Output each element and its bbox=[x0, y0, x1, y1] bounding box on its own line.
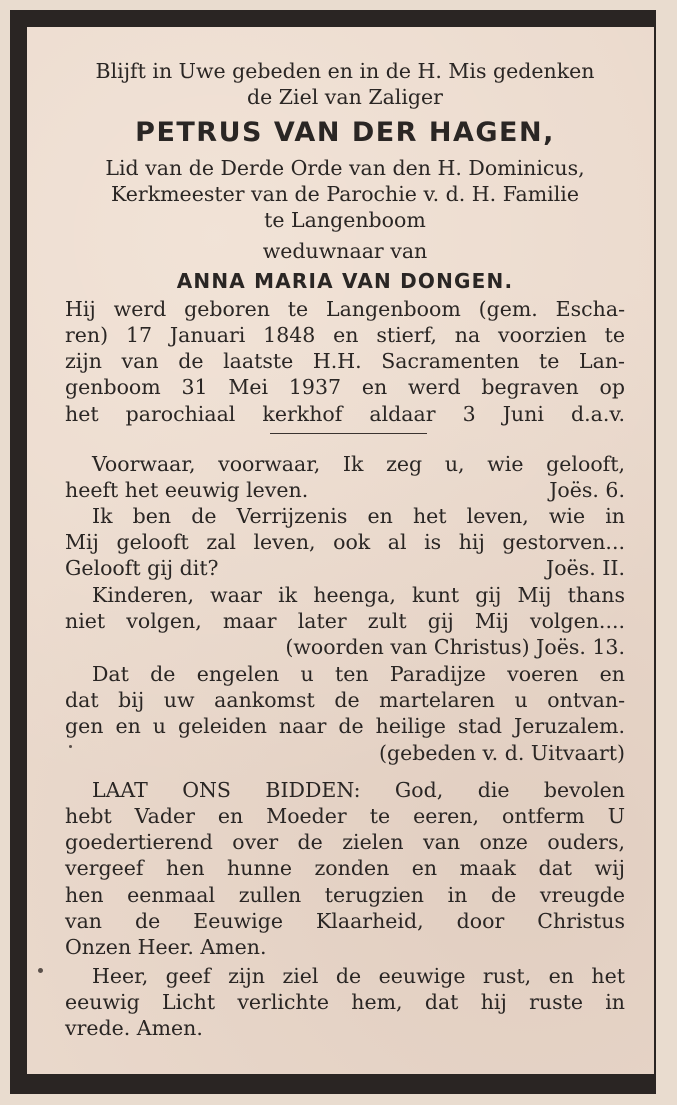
bio-line-5: het parochiaal kerkhof aldaar 3 Juni d.a.v. bbox=[65, 402, 625, 426]
paper-speck bbox=[38, 968, 43, 973]
role-line-2: Kerkmeester van de Parochie v. d. H. Familie bbox=[111, 182, 579, 206]
widower-label: weduwnaar van bbox=[262, 239, 428, 263]
quote1-line-2 bbox=[65, 477, 625, 503]
bio-line-4: genboom 31 Mei 1937 en werd begraven op bbox=[65, 375, 625, 399]
closing-line-3: vrede. Amen. bbox=[65, 1016, 203, 1040]
prayer-line-3: goedertierend over de zielen van onze ouders, bbox=[65, 830, 625, 854]
quote2-text: Gelooft gij dit? bbox=[65, 556, 219, 580]
quote1-line-1: Voorwaar, voorwaar, Ik zeg u, wie gelooft, bbox=[92, 452, 625, 476]
quote2-line-3 bbox=[65, 555, 625, 581]
quote4-line-2: dat bij uw aankomst de martelaren u ontvan- bbox=[65, 688, 625, 712]
quote4-reference: (gebeden v. d. Uitvaart) bbox=[379, 741, 625, 765]
prayer-line-4: vergeef hen hunne zonden en maak dat wij bbox=[65, 856, 625, 880]
bio-line-1: Hij werd geboren te Langenboom (gem. Escha- bbox=[65, 297, 625, 321]
closing-line-2: eeuwig Licht verlichte hem, dat hij ruste in bbox=[65, 990, 625, 1014]
prayer-line-1: LAAT ONS BIDDEN: God, die bevolen bbox=[92, 778, 625, 802]
role-line-3: te Langenboom bbox=[264, 208, 426, 232]
quote2-line-2: Mij gelooft zal leven, ook al is hij gestorven... bbox=[65, 530, 625, 554]
prayer-line-2: hebt Vader en Moeder te eeren, ontferm U bbox=[65, 804, 625, 828]
role-line-1: Lid van de Derde Orde van den H. Dominicus, bbox=[105, 156, 585, 180]
deceased-name: PETRUS VAN DER HAGEN, bbox=[135, 117, 555, 148]
quote2-reference: Joës. II. bbox=[546, 556, 625, 580]
prayer-line-7: Onzen Heer. Amen. bbox=[65, 935, 267, 959]
bio-line-3: zijn van de laatste H.H. Sacramenten te Lan- bbox=[65, 349, 625, 373]
quote1-reference: Joës. 6. bbox=[549, 478, 625, 502]
quote1-text: heeft het eeuwig leven. bbox=[65, 478, 309, 502]
quote3-line-2: niet volgen, maar later zult gij Mij volgen.... bbox=[65, 609, 625, 633]
quote3-reference: (woorden van Christus) Joës. 13. bbox=[285, 635, 625, 659]
closing-line-1: Heer, geef zijn ziel de eeuwige rust, en het bbox=[92, 964, 625, 988]
header-line-1: Blijft in Uwe gebeden en in de H. Mis gedenken bbox=[95, 59, 595, 83]
quote3-line-1: Kinderen, waar ik heenga, kunt gij Mij thans bbox=[92, 583, 625, 607]
quote4-line-3: gen en u geleiden naar de heilige stad Jeruzalem. bbox=[65, 714, 625, 738]
paper-speck bbox=[69, 745, 72, 748]
spouse-name: ANNA MARIA VAN DONGEN. bbox=[176, 269, 514, 293]
header-line-2: de Ziel van Zaliger bbox=[247, 85, 443, 109]
prayer-line-5: hen eenmaal zullen terugzien in de vreugde bbox=[65, 883, 625, 907]
quote2-line-1: Ik ben de Verrijzenis en het leven, wie in bbox=[92, 504, 625, 528]
section-divider bbox=[270, 433, 427, 434]
bio-line-2: ren) 17 Januari 1848 en stierf, na voorzien te bbox=[65, 323, 625, 347]
prayer-line-6: van de Eeuwige Klaarheid, door Christus bbox=[65, 909, 625, 933]
quote4-line-1: Dat de engelen u ten Paradijze voeren en bbox=[92, 662, 625, 686]
